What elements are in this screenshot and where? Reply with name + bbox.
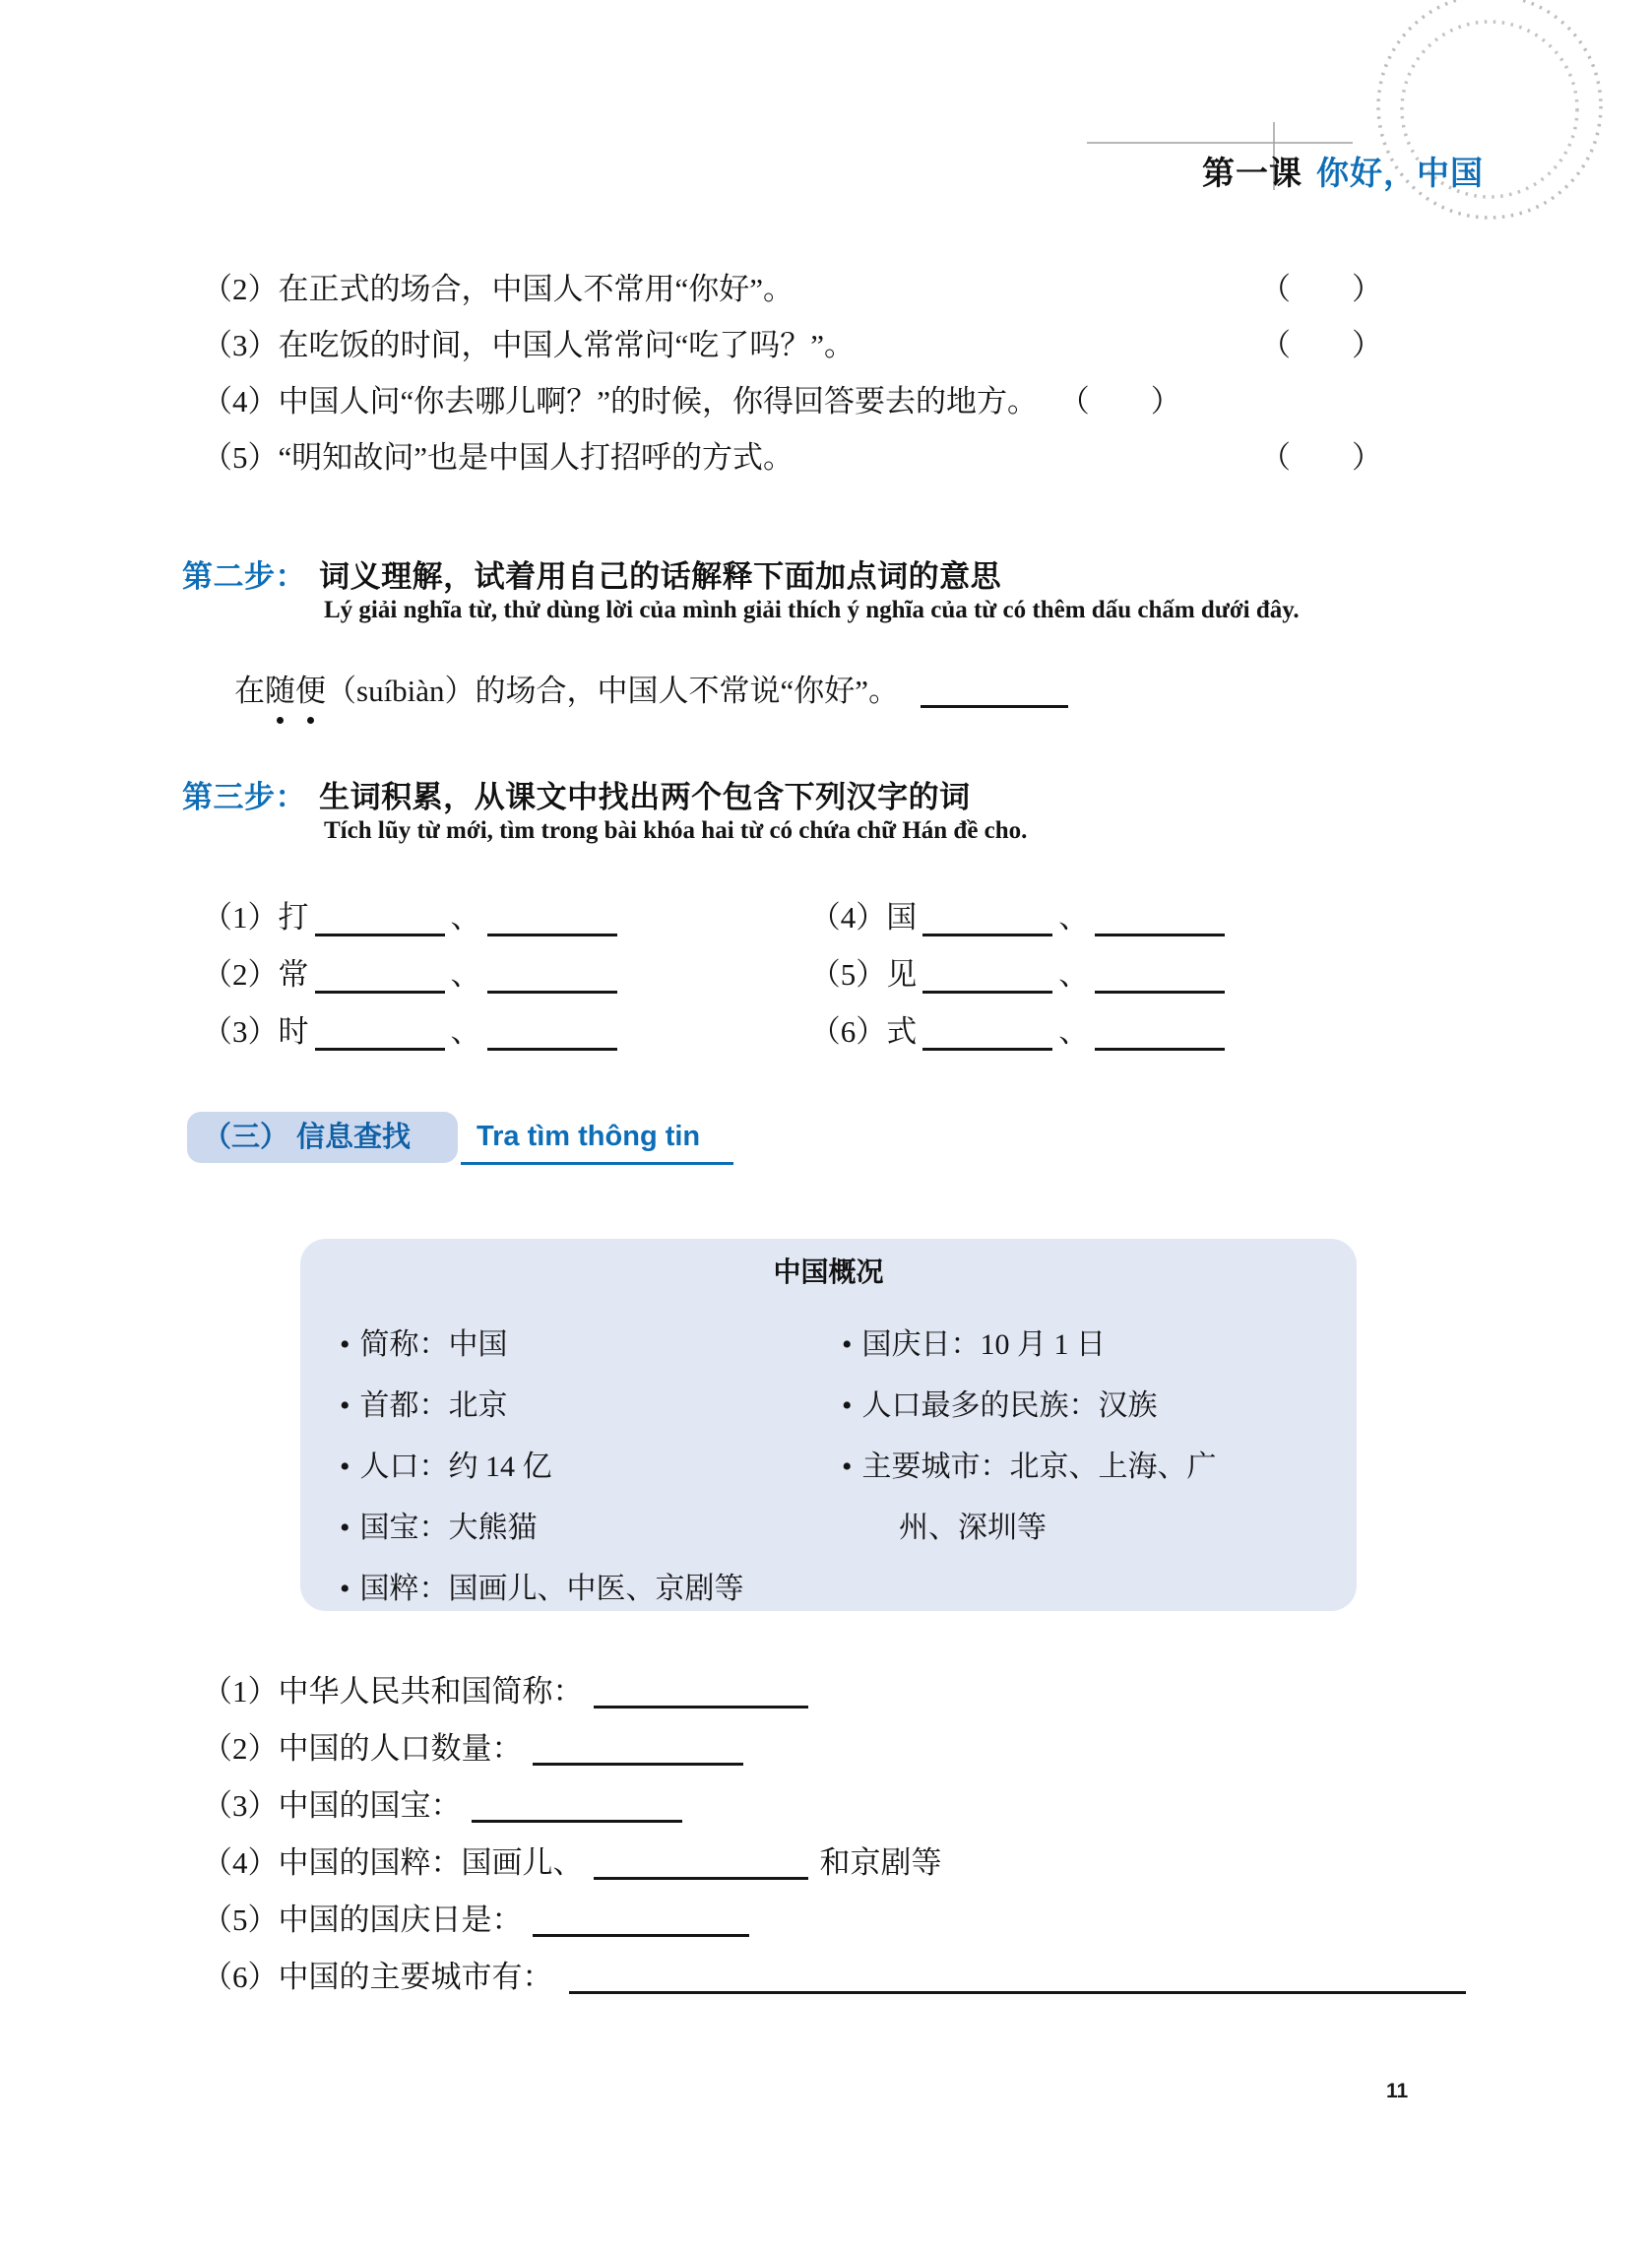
item-character: 常 xyxy=(278,957,309,992)
fill-in-blank xyxy=(1095,905,1225,936)
statement-text: （2）在正式的场合，中国人不常用“你好”。 xyxy=(202,272,794,306)
answer-parentheses: （ ） xyxy=(1058,384,1181,419)
vocab-item-3 xyxy=(202,1006,802,1051)
step3-label: 第三步： xyxy=(182,780,306,814)
statement-row-3 xyxy=(202,320,1600,364)
bullet-icon: • xyxy=(842,1328,853,1361)
item-number: （2） xyxy=(202,957,279,992)
info-item-text: 首都：北京 xyxy=(359,1389,508,1422)
item-character: 式 xyxy=(886,1014,918,1049)
info-item-quintessence xyxy=(340,1564,744,1607)
fill-in-blank xyxy=(922,962,1052,994)
page-number: 11 xyxy=(1386,2080,1409,2102)
question-row-6 xyxy=(202,1952,1466,1996)
fill-in-blank xyxy=(533,1734,743,1766)
info-item-text: 国宝：大熊猫 xyxy=(359,1512,538,1544)
fill-in-blank xyxy=(533,1905,749,1937)
vocab-item-2 xyxy=(202,949,802,994)
step3-subtitle-vietnamese: Tích lũy từ mới, tìm trong bài khóa hai từ có chứa chữ Hán đề cho. xyxy=(324,817,1028,844)
sentence-prefix: 在 xyxy=(234,674,265,708)
vocab-item-4 xyxy=(810,892,1232,936)
item-character: 时 xyxy=(278,1014,309,1049)
lesson-number-label: 第一课 xyxy=(1202,155,1303,191)
step3-title: 生词积累，从课文中找出两个包含下列汉字的词 xyxy=(319,780,971,814)
info-item-text: 人口最多的民族：汉族 xyxy=(861,1389,1158,1422)
bullet-icon: • xyxy=(842,1389,853,1422)
sentence-rest: （suíbiàn）的场合，中国人不常说“你好”。 xyxy=(326,674,900,708)
fill-in-blank xyxy=(594,1848,808,1880)
separator: 、 xyxy=(450,900,481,935)
item-character: 国 xyxy=(886,900,918,935)
vocab-row-2 xyxy=(202,949,1231,994)
statement-row-2 xyxy=(202,264,1600,308)
question-row-1 xyxy=(202,1666,808,1710)
step2-example-sentence xyxy=(234,666,1068,710)
fill-in-blank xyxy=(1095,1019,1225,1051)
separator: 、 xyxy=(1058,900,1090,935)
question-text: （5）中国的国庆日是： xyxy=(202,1902,523,1937)
step2-title: 词义理解，试着用自己的话解释下面加点词的意思 xyxy=(319,559,1002,594)
bullet-icon: • xyxy=(340,1573,350,1605)
fill-in-blank xyxy=(315,905,445,936)
separator: 、 xyxy=(1058,1014,1090,1049)
answer-parentheses: （ ） xyxy=(1260,440,1382,475)
info-item-major-cities-continuation: 州、深圳等 xyxy=(899,1512,1047,1544)
fill-in-blank xyxy=(921,677,1068,708)
info-item-text: 主要城市：北京、上海、广 xyxy=(861,1451,1217,1483)
question-row-4 xyxy=(202,1838,942,1882)
info-item-text: 人口：约 14 亿 xyxy=(359,1451,552,1483)
statement-text: （4）中国人问“你去哪儿啊？”的时候，你得回答要去的地方。 xyxy=(202,384,1039,419)
fill-in-blank xyxy=(569,1963,1466,1994)
section3-subtitle-vietnamese: Tra tìm thông tin xyxy=(477,1121,701,1152)
bullet-icon: • xyxy=(340,1328,350,1361)
item-number: （4） xyxy=(809,900,887,935)
lesson-title: 你好，中国 xyxy=(1316,155,1484,191)
item-number: （1） xyxy=(202,900,279,935)
step3-heading xyxy=(182,772,971,816)
bullet-icon: • xyxy=(340,1512,350,1544)
info-item-capital xyxy=(340,1381,508,1424)
vocab-item-6 xyxy=(810,1006,1232,1051)
item-character: 打 xyxy=(278,900,309,935)
info-item-national-day xyxy=(842,1320,1106,1363)
question-text: （4）中国的国粹：国画儿、 xyxy=(202,1845,584,1880)
separator: 、 xyxy=(450,957,481,992)
fill-in-blank xyxy=(487,1019,617,1051)
lesson-header xyxy=(1202,148,1484,194)
fill-in-blank xyxy=(1095,962,1225,994)
bullet-icon: • xyxy=(340,1389,350,1422)
question-row-5 xyxy=(202,1895,749,1939)
statement-text: （5）“明知故问”也是中国人打招呼的方式。 xyxy=(202,440,794,475)
info-item-population xyxy=(340,1442,552,1485)
section3-underline xyxy=(461,1162,733,1165)
fill-in-blank xyxy=(487,962,617,994)
item-number: （6） xyxy=(809,1014,887,1049)
item-character: 见 xyxy=(886,957,918,992)
step2-label: 第二步： xyxy=(182,559,306,594)
fill-in-blank xyxy=(594,1677,808,1709)
answer-parentheses: （ ） xyxy=(1260,272,1382,306)
info-box-title: 中国概况 xyxy=(773,1257,884,1287)
fill-in-blank xyxy=(315,1019,445,1051)
info-item-national-treasure xyxy=(340,1503,538,1546)
statement-text: （3）在吃饭的时间，中国人常常问“吃了吗？”。 xyxy=(202,328,856,362)
vocab-item-5 xyxy=(810,949,1232,994)
separator: 、 xyxy=(450,1014,481,1049)
item-number: （5） xyxy=(809,957,887,992)
question-text: （3）中国的国宝： xyxy=(202,1788,462,1823)
info-item-text: 国粹：国画儿、中医、京剧等 xyxy=(359,1573,744,1605)
vocab-item-1 xyxy=(202,892,802,936)
fill-in-blank xyxy=(472,1791,682,1823)
vocab-row-3 xyxy=(202,1006,1231,1051)
bullet-icon: • xyxy=(842,1451,853,1483)
fill-in-blank xyxy=(487,905,617,936)
question-text: （1）中华人民共和国简称： xyxy=(202,1674,584,1709)
emphasized-word: 随便 xyxy=(265,666,326,710)
section3-badge: （三） 信息查找 xyxy=(187,1112,458,1163)
info-item-text: 简称：中国 xyxy=(359,1328,508,1361)
question-text: （6）中国的主要城市有： xyxy=(202,1960,553,1994)
statement-row-4 xyxy=(202,376,1600,420)
fill-in-blank xyxy=(315,962,445,994)
china-overview-box xyxy=(300,1239,1357,1611)
info-item-abbreviation xyxy=(340,1320,508,1363)
info-item-text: 国庆日：10 月 1 日 xyxy=(861,1328,1107,1361)
info-item-ethnic-group xyxy=(842,1381,1158,1424)
step2-subtitle-vietnamese: Lý giải nghĩa từ, thử dùng lời của mình giải thích ý nghĩa của từ có thêm dấu chấm dưới đây. xyxy=(324,597,1300,623)
separator: 、 xyxy=(1058,957,1090,992)
statement-row-5 xyxy=(202,432,1600,477)
fill-in-blank xyxy=(922,905,1052,936)
item-number: （3） xyxy=(202,1014,279,1049)
step2-heading xyxy=(182,551,1001,596)
fill-in-blank xyxy=(922,1019,1052,1051)
vocab-row-1 xyxy=(202,892,1231,936)
question-row-3 xyxy=(202,1780,682,1825)
header-decoration xyxy=(0,0,1652,256)
question-suffix: 和京剧等 xyxy=(819,1845,942,1880)
answer-parentheses: （ ） xyxy=(1260,328,1382,362)
bullet-icon: • xyxy=(340,1451,350,1483)
question-row-2 xyxy=(202,1723,743,1768)
question-text: （2）中国的人口数量： xyxy=(202,1731,523,1766)
info-item-major-cities xyxy=(842,1442,1217,1485)
